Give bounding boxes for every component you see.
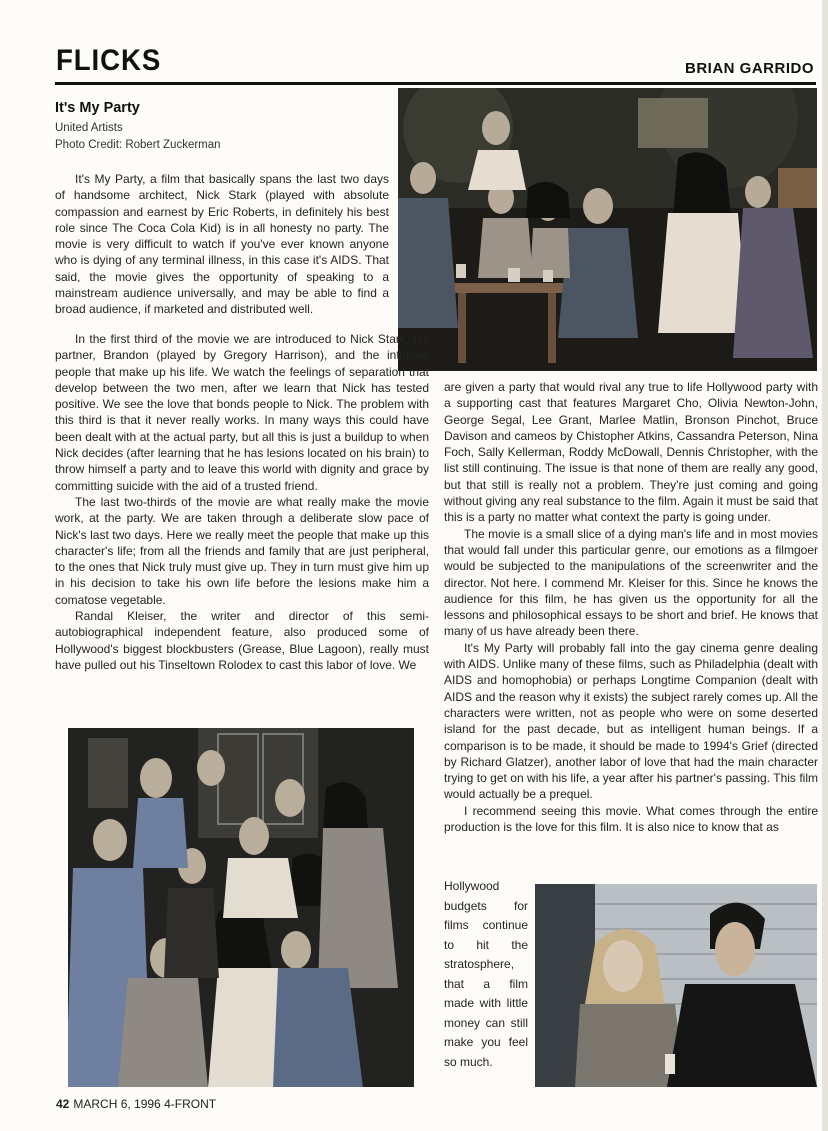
section-title: FLICKS (56, 44, 162, 77)
body-narrow: Hollywood budgets for films continue to hit the stratosphere, that a film made with little money can still make you feel so much. (444, 879, 528, 1069)
paragraph: The last two-thirds of the movie are what really make the movie work, at the party. We are taken through a deliberate slow pace of Nick's last two days. Here we really meet the people that make up this character's life; from all the friends and family that are just peripheral, to the ones that Nick truly must give up. They in turn must give him up in his decision to take his own life before the lesions make him a comatose vegetable. (55, 494, 429, 607)
film-still-photo (535, 884, 817, 1087)
paragraph: Randal Kleiser, the writer and director of this semi-autobiographical independent feature, also produced some of Hollywood's biggest blockbusters (Grease, Blue Lagoon), really must have pulled out his Tinseltown Rolodex to cast this labor of love. We (55, 609, 429, 672)
paragraph: I recommend seeing this movie. What comes through the entire production is the love for this film. It is also nice to know that as (444, 803, 818, 835)
body-left-upper (55, 171, 389, 318)
paragraph: It's My Party will probably fall into the gay cinema genre dealing with AIDS. Unlike many of these films, such as Philadelphia (dealt with AIDS and homophobia) or perhaps Longtime Companion (dealt with AIDS and the reason why it exists) the subject rarely comes up. All the characters were written, not as people who were on some deserted island for the past decade, but as intelligent human beings. If a comparison is to be made, it should be made to 1994's Grief (directed by Richard Glatzer), another labor of love that had the main character trying to get on with his life, a year after his partner's passing. This film would actually be a prequel. (444, 640, 818, 802)
cast-group-photo (68, 728, 414, 1087)
page-edge (822, 0, 828, 1131)
photo-credit: Photo Credit: Robert Zuckerman (55, 139, 221, 151)
body-left-lower (55, 331, 429, 673)
paragraph: It's My Party, a film that basically spans the last two days of handsome architect, Nick Stark (played with absolute compassion and earnest by Eric Roberts, in definitely his best role since The Coca Cola Kid) is in all honesty no party. The movie is very difficult to watch if you've ever known anyone who is dying of any terminal illness, in this case it's AIDS. That said, the movie gives the opportunity of speaking to a mainstream audience universally, and may be able to find a broad audience, if marketed and distributed well. (55, 172, 389, 317)
header-rule (55, 82, 816, 85)
party-cast-photo (398, 88, 817, 371)
issue-line: MARCH 6, 1996 4-FRONT (73, 1097, 217, 1111)
author-name: BRIAN GARRIDO (685, 60, 814, 77)
page-number: 42 (56, 1097, 70, 1111)
studio-name: United Artists (55, 122, 123, 134)
paragraph: In the first third of the movie we are introduced to Nick Stark, his partner, Brandon (played by Gregory Harrison), and the intimate people that make up his life. We watch the feelings of separation that develop between the two men, after we learn that Nick has tested positive. We see the love that bonds people to Nick. The problem with this third is that it never really works. In many ways this could have been dealt with at the actual party, but all this is just a buildup to when Nick decides (after learning that he has lesions located on his brain) to throw himself a party and to leave this world with dignity and grace by committing suicide with the aid of a trusted friend. (55, 332, 429, 493)
review-title: It's My Party (55, 100, 140, 116)
paragraph: The movie is a small slice of a dying man's life and in most movies that would fall under this particular genre, our emotions as a filmgoer would be subjected to the manipulations of the screenwriter and the director. Not here. I commend Mr. Kleiser for this. Since he knows the audience for this film, he has given us the opportunity for all the lessons and philosophical essays to be short and brief. He knows that many of us have already been there. (444, 526, 818, 639)
body-right (444, 379, 818, 835)
page-footer (56, 1097, 216, 1111)
paragraph: are given a party that would rival any true to life Hollywood party with a supporting cast that features Margaret Cho, Olivia Newton-John, George Segal, Lee Grant, Marlee Matlin, Bronson Pinchot, Bruce Davison and cameos by Chistopher Atkins, Cassandra Peterson, Nina Foch, Sally Kellerman, Roddy McDowall, Dennis Christopher, with the list still continuing. The issue is that none of them are really any good, but that still is really not a problem. They're just coming and going without giving any real substance to the film. Again it must be said that this is a party no matter what context the party is going under. (444, 380, 818, 525)
